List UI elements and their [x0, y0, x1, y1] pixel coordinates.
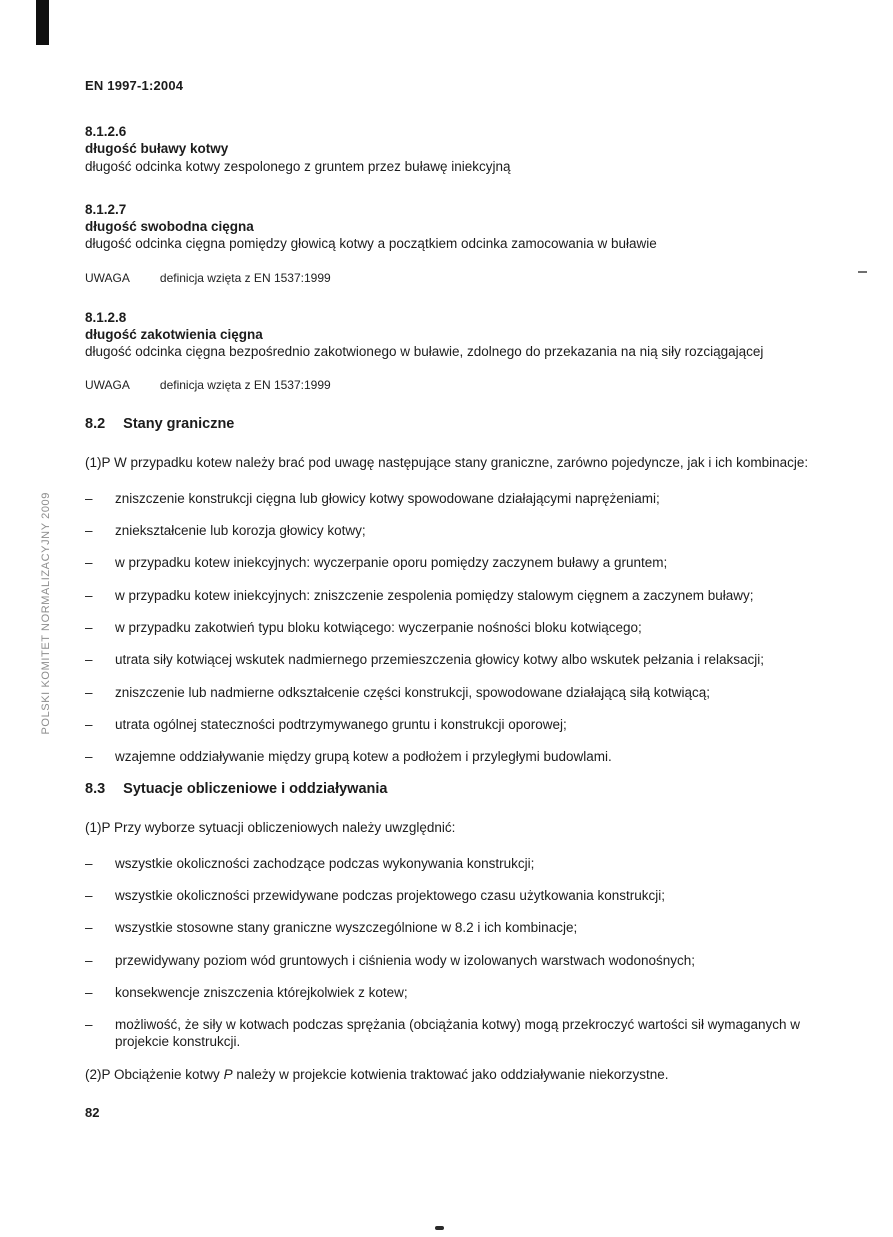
list-item	[85, 887, 851, 904]
note-text: definicja wzięta z EN 1537:1999	[159, 378, 331, 393]
note-label: UWAGA	[85, 378, 130, 393]
list-item-text: wzajemne oddziaływanie między grupą kotew a podłożem i przyległymi budowlami.	[115, 749, 612, 765]
list-item-text: w przypadku kotew iniekcyjnych: wyczerpanie oporu pomiędzy zaczynem buławy a gruntem;	[115, 555, 668, 571]
dash-marker	[85, 887, 115, 904]
dash-marker	[85, 919, 115, 936]
dash-marker	[85, 748, 115, 765]
dash-marker	[85, 684, 115, 701]
section-heading-83	[85, 781, 851, 797]
definition-number: 8.1.2.7	[85, 201, 127, 217]
scan-artifact-bottom-speck	[435, 1226, 444, 1230]
note-label: UWAGA	[85, 270, 130, 285]
list-item	[85, 984, 851, 1001]
document-header: EN 1997-1:2004	[85, 78, 184, 93]
dash-marker	[85, 855, 115, 872]
list-item	[85, 952, 851, 969]
list-item	[85, 716, 851, 733]
list-item	[85, 1016, 825, 1051]
list-item-text: możliwość, że siły w kotwach podczas sprężania (obciążania kotwy) mogą przekroczyć wartości sił wymaganych w projekcie konstrukcji.	[115, 1017, 800, 1050]
dash-marker	[85, 952, 115, 969]
section-82-intro: (1)P W przypadku kotew należy brać pod uwagę następujące stany graniczne, zarówno pojedyncze, jak i ich kombinacje:	[85, 455, 809, 471]
list-item-text: zniszczenie lub nadmierne odkształcenie części konstrukcji, spowodowane działającą siłą kotwiącą;	[115, 684, 711, 700]
definition-text: długość odcinka cięgna pomiędzy głowicą kotwy a początkiem odcinka zamocowania w buławie	[85, 236, 657, 252]
list-item-text: w przypadku kotew iniekcyjnych: zniszczenie zespolenia pomiędzy stalowym cięgnem a zaczynem buławy;	[115, 587, 754, 603]
definition-8126	[85, 123, 845, 175]
list-item-text: utrata ogólnej stateczności podtrzymywanego gruntu i konstrukcji oporowej;	[115, 716, 567, 732]
list-item-text: przewidywany poziom wód gruntowych i ciśnienia wody w izolowanych warstwach wodonośnych;	[115, 952, 696, 968]
list-item	[85, 619, 851, 636]
section-heading-82	[85, 416, 851, 432]
section-number: 8.3	[85, 781, 106, 798]
note-text: definicja wzięta z EN 1537:1999	[159, 270, 331, 285]
definition-8128	[85, 309, 845, 361]
page-number: 82	[85, 1105, 100, 1121]
list-item	[85, 554, 851, 571]
dash-marker	[85, 619, 115, 636]
list-item	[85, 919, 851, 936]
dash-marker	[85, 1016, 115, 1033]
list-item	[85, 587, 785, 604]
section-number: 8.2	[85, 416, 106, 433]
section-83-closing	[85, 1066, 851, 1084]
list-item	[85, 651, 785, 668]
design-situations-list	[85, 855, 851, 1051]
dash-marker	[85, 522, 115, 539]
section-title: Stany graniczne	[123, 416, 235, 433]
list-item	[85, 684, 851, 701]
dash-marker	[85, 984, 115, 1001]
section-title: Sytuacje obliczeniowe i oddziaływania	[123, 781, 388, 798]
list-item	[85, 855, 851, 872]
list-item	[85, 748, 851, 765]
definition-term: długość buławy kotwy	[85, 141, 229, 157]
list-item-text: wszystkie okoliczności przewidywane podczas projektowego czasu użytkowania konstrukcji;	[115, 888, 665, 904]
definition-term: długość zakotwienia cięgna	[85, 326, 263, 342]
definition-term: długość swobodna cięgna	[85, 219, 254, 235]
list-item	[85, 522, 851, 539]
list-item-text: zniszczenie konstrukcji cięgna lub głowicy kotwy spowodowane działającymi naprężeniami;	[115, 490, 660, 506]
closing-prefix: (2)P Obciążenie kotwy	[85, 1066, 224, 1082]
definition-number: 8.1.2.8	[85, 309, 127, 325]
dash-marker	[85, 587, 115, 604]
dash-marker	[85, 554, 115, 571]
definition-text: długość odcinka kotwy zespolonego z gruntem przez buławę iniekcyjną	[85, 158, 511, 174]
definition-text: długość odcinka cięgna bezpośrednio zakotwionego w buławie, zdolnego do przekazania na nią siły rozciągającej	[85, 344, 764, 360]
definition-number: 8.1.2.6	[85, 124, 127, 139]
list-item-text: w przypadku zakotwień typu bloku kotwiącego: wyczerpanie nośności bloku kotwiącego;	[115, 620, 642, 635]
list-item-text: konsekwencje zniszczenia którejkolwiek z kotew;	[115, 984, 408, 1000]
list-item-text: wszystkie stosowne stany graniczne wyszczególnione w 8.2 i ich kombinacje;	[115, 920, 578, 936]
anchor-load-variable: P	[223, 1066, 233, 1082]
limit-states-list	[85, 490, 851, 765]
note-8127	[85, 271, 851, 285]
dash-marker	[85, 490, 115, 507]
dash-marker	[85, 651, 115, 668]
list-item-text: utrata siły kotwiącej wskutek nadmiernego przemieszczenia głowicy kotwy albo wskutek pełzania i relaksacji;	[115, 652, 765, 668]
publisher-watermark: POLSKI KOMITET NORMALIZACYJNY 2009	[40, 492, 52, 735]
note-8128	[85, 378, 851, 392]
list-item	[85, 490, 851, 507]
dash-marker	[85, 716, 115, 733]
list-item-text: zniekształcenie lub korozja głowicy kotwy;	[115, 523, 366, 539]
section-83-intro: (1)P Przy wyborze sytuacji obliczeniowych należy uwzględnić:	[85, 820, 456, 836]
closing-suffix: należy w projekcie kotwienia traktować jako oddziaływanie niekorzystne.	[232, 1066, 669, 1082]
definition-8127	[85, 201, 845, 253]
list-item-text: wszystkie okoliczności zachodzące podczas wykonywania konstrukcji;	[115, 855, 535, 871]
